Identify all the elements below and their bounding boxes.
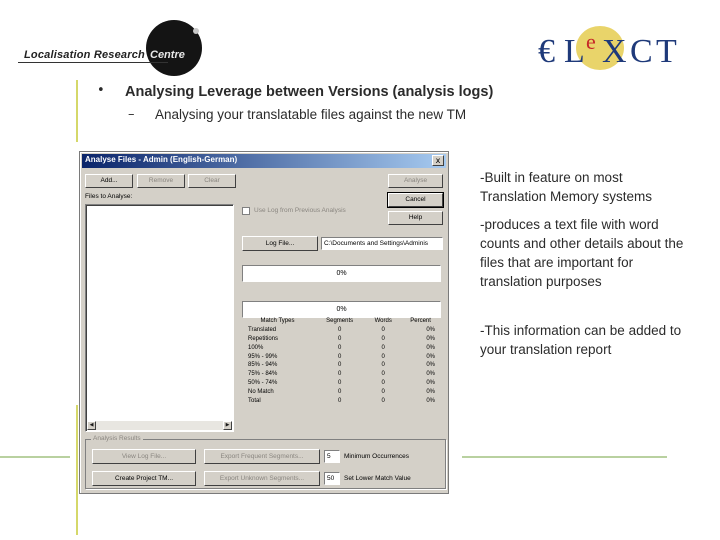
elect-logo-e: € [538, 33, 555, 70]
bullet-marker: • [97, 83, 105, 98]
scroll-right-icon[interactable]: ▶ [223, 421, 232, 430]
note-report: -This information can be added to your translation report [480, 323, 682, 357]
segments: 0 [337, 388, 342, 395]
analyse-files-dialog [79, 151, 449, 494]
log-path-field[interactable]: C:\Documents and Settings\Adminis [321, 237, 443, 250]
statistics-header-row [242, 317, 441, 326]
slide-bullet-title: Analysing Leverage between Versions (analysis logs) [125, 84, 494, 100]
add-button[interactable]: Add... [85, 174, 133, 188]
table-row [242, 370, 441, 379]
lrc-logo-centre: Centre [150, 49, 185, 61]
segments: 0 [337, 371, 342, 378]
export-frequent-button[interactable]: Export Frequent Segments... [204, 449, 320, 464]
files-listbox[interactable] [85, 204, 234, 432]
match-type: Translated [248, 327, 277, 334]
segments: 0 [337, 344, 342, 351]
percent: 0% [426, 379, 435, 386]
create-project-tm-button[interactable]: Create Project TM... [92, 471, 196, 486]
horizontal-scrollbar[interactable] [87, 421, 232, 430]
min-occurrences-field[interactable]: 5 [324, 450, 340, 463]
view-log-file-button[interactable]: View Log File... [92, 449, 196, 464]
match-type: No Match [248, 388, 274, 395]
segments: 0 [337, 362, 342, 369]
percent: 0% [426, 327, 435, 334]
words: 0 [381, 344, 385, 351]
note-text-file: -produces a text file with word counts and other details about the files that are important for translation purposes [480, 217, 684, 289]
words: 0 [381, 362, 385, 369]
percent: 0% [426, 344, 435, 351]
use-log-checkbox[interactable] [242, 207, 250, 215]
col-segments: Segments [326, 318, 354, 325]
close-icon[interactable]: x [432, 155, 444, 166]
match-type: 50% - 74% [248, 379, 278, 386]
slide-sub-bullet: Analysing your translatable files against the new TM [155, 107, 467, 122]
match-type: 85% - 94% [248, 362, 278, 369]
accent-rule-bottom [76, 405, 78, 535]
elect-logo-e2: e [586, 29, 596, 54]
lower-match-label: Set Lower Match Value [344, 475, 411, 482]
table-row [242, 335, 441, 344]
statistics-table [242, 317, 441, 405]
file-progress-bar: 0% [242, 265, 441, 282]
words: 0 [381, 327, 385, 334]
log-file-button[interactable]: Log File... [242, 236, 318, 251]
percent: 0% [426, 397, 435, 404]
segments: 0 [337, 397, 342, 404]
match-type: Total [248, 397, 261, 404]
lower-match-field[interactable]: 50 [324, 472, 340, 485]
table-row [242, 352, 441, 361]
lrc-logo-text: Localisation Research [24, 49, 145, 61]
col-match-types: Match Types [260, 318, 295, 325]
percent: 0% [426, 353, 435, 360]
dialog-titlebar [82, 154, 446, 168]
match-type: 100% [248, 344, 264, 351]
table-row [242, 396, 441, 405]
segments: 0 [337, 379, 342, 386]
divider-left [0, 456, 70, 458]
percent: 0% [426, 335, 435, 342]
total-progress-bar: 0% [242, 301, 441, 318]
elect-logo-x: X [602, 33, 627, 70]
divider-right [462, 456, 667, 458]
percent: 0% [426, 388, 435, 395]
export-unknown-button[interactable]: Export Unknown Segments... [204, 471, 320, 486]
clear-button[interactable]: Clear [188, 174, 236, 188]
match-type: 75% - 84% [248, 371, 278, 378]
scroll-left-icon[interactable]: ◀ [87, 421, 96, 430]
analysis-results-group [85, 435, 446, 489]
elect-logo-t: T [656, 33, 677, 70]
use-log-label: Use Log from Previous Analysis [254, 207, 346, 214]
lrc-logo-underline [18, 62, 168, 63]
statistics-panel [242, 317, 441, 427]
words: 0 [381, 353, 385, 360]
percent: 0% [426, 371, 435, 378]
words: 0 [381, 397, 385, 404]
table-row [242, 326, 441, 335]
percent: 0% [426, 362, 435, 369]
remove-button[interactable]: Remove [137, 174, 185, 188]
table-row [242, 387, 441, 396]
table-row [242, 343, 441, 352]
elect-logo [520, 18, 690, 74]
match-type: 95% - 99% [248, 353, 278, 360]
segments: 0 [337, 335, 342, 342]
note-builtin: -Built in feature on most Translation Memory systems [480, 170, 653, 204]
dialog-title: Analyse Files - Admin (English-German) [85, 155, 238, 164]
segments: 0 [337, 327, 342, 334]
words: 0 [381, 388, 385, 395]
cancel-button[interactable]: Cancel [388, 193, 443, 207]
analyse-button[interactable]: Analyse [388, 174, 443, 188]
elect-logo-l: L [564, 33, 585, 70]
match-type: Repetitions [248, 335, 279, 342]
words: 0 [381, 335, 385, 342]
analysis-results-label: Analysis Results [93, 435, 141, 442]
words: 0 [381, 379, 385, 386]
files-to-analyse-label: Files to Analyse: [85, 193, 133, 200]
col-words: Words [374, 318, 392, 325]
segments: 0 [337, 353, 342, 360]
help-button[interactable]: Help [388, 211, 443, 225]
table-row [242, 379, 441, 388]
col-percent: Percent [410, 318, 431, 325]
table-row [242, 361, 441, 370]
accent-rule-top [76, 80, 78, 142]
words: 0 [381, 371, 385, 378]
elect-logo-c: C [630, 33, 653, 70]
min-occurrences-label: Minimum Occurrences [344, 453, 410, 460]
lrc-logo-dot [193, 28, 199, 34]
sub-bullet-marker: – [128, 107, 135, 122]
